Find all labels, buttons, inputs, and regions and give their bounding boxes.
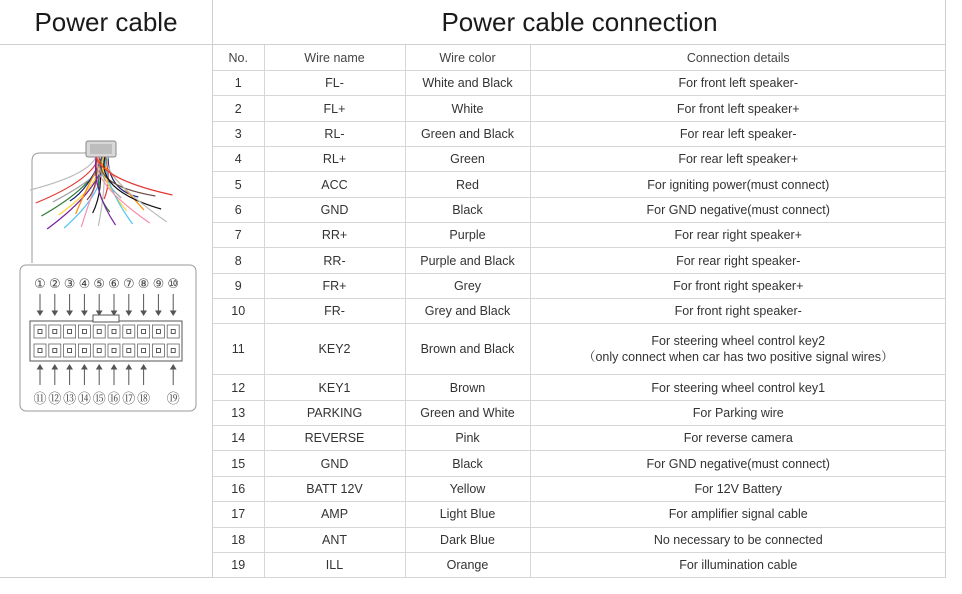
cell-wire-color: Black	[405, 197, 530, 222]
cell-wire-color: White	[405, 96, 530, 121]
cell-wire-name: ANT	[264, 527, 405, 552]
pin-number-bottom: ⑲	[166, 392, 180, 407]
cell-wire-color: Purple and Black	[405, 248, 530, 273]
cell-connection-details	[530, 324, 946, 375]
cell-wire-name: RR-	[264, 248, 405, 273]
pin-cavity	[108, 344, 120, 357]
cell-connection-details	[530, 197, 946, 222]
table-row	[213, 375, 946, 400]
pin-number-top: ⑤	[93, 277, 106, 292]
connector-key	[93, 315, 119, 322]
pin-cavity	[93, 325, 105, 338]
cell-no: 5	[213, 172, 264, 197]
pin-cavity	[108, 325, 120, 338]
cell-wire-name: GND	[264, 197, 405, 222]
table-row	[213, 121, 946, 146]
pin-cavity	[64, 344, 76, 357]
pin-cavity	[152, 344, 164, 357]
pin-number-bottom: ⑱	[137, 392, 151, 407]
table-row	[213, 527, 946, 552]
cell-no: 18	[213, 527, 264, 552]
pin-number-top: ④	[78, 277, 91, 292]
pin-number-bottom: ⑫	[48, 392, 62, 407]
cell-no: 1	[213, 71, 264, 96]
cell-wire-name: FL-	[264, 71, 405, 96]
cell-no: 9	[213, 273, 264, 298]
cell-wire-name: BATT 12V	[264, 476, 405, 501]
pin-cavity	[152, 325, 164, 338]
table-row	[213, 223, 946, 248]
cell-no: 12	[213, 375, 264, 400]
pin-cavity	[49, 344, 61, 357]
cell-wire-name: PARKING	[264, 400, 405, 425]
cell-no: 19	[213, 552, 264, 577]
table-row	[213, 426, 946, 451]
pin-cavity	[138, 325, 150, 338]
cell-wire-name: RR+	[264, 223, 405, 248]
cell-no: 14	[213, 426, 264, 451]
details-text: For Parking wire	[692, 405, 784, 420]
cell-wire-name: GND	[264, 451, 405, 476]
cell-no: 3	[213, 121, 264, 146]
cell-wire-name: KEY2	[264, 324, 405, 375]
cell-no: 7	[213, 223, 264, 248]
power-cable-title: Power cable	[34, 6, 178, 37]
cell-wire-color: Pink	[405, 426, 530, 451]
pin-cavity	[167, 325, 179, 338]
cell-wire-color: Brown and Black	[405, 324, 530, 375]
cell-wire-name: FR-	[264, 299, 405, 324]
pin-number-top: ③	[63, 277, 76, 292]
details-text: For steering wheel control key2	[651, 334, 826, 349]
cell-no: 15	[213, 451, 264, 476]
cell-connection-details	[530, 375, 946, 400]
cell-connection-details	[530, 223, 946, 248]
cell-no: 4	[213, 147, 264, 172]
table-row	[213, 71, 946, 96]
cell-no: 6	[213, 197, 264, 222]
table-row	[213, 248, 946, 273]
cell-wire-color: White and Black	[405, 71, 530, 96]
pin-cavity	[123, 344, 135, 357]
pin-cavity	[34, 344, 46, 357]
cell-wire-color: Orange	[405, 552, 530, 577]
cell-no: 16	[213, 476, 264, 501]
table-row	[213, 324, 946, 375]
cell-wire-color: Grey and Black	[405, 299, 530, 324]
cell-connection-details	[530, 476, 946, 501]
details-text: For steering wheel control key1	[651, 380, 826, 395]
cell-wire-color: Red	[405, 172, 530, 197]
pin-number-bottom: ⑪	[33, 392, 47, 407]
cell-no: 10	[213, 299, 264, 324]
header-wire-color: Wire color	[405, 45, 530, 71]
pin-cavity	[138, 344, 150, 357]
cell-wire-name: KEY1	[264, 375, 405, 400]
cell-wire-name: RL-	[264, 121, 405, 146]
cell-wire-name: FR+	[264, 273, 405, 298]
cell-connection-details	[530, 71, 946, 96]
table-header-row	[213, 45, 946, 71]
cell-wire-color: Green and White	[405, 400, 530, 425]
details-text: For rear right speaker-	[676, 253, 801, 268]
details-text: For front right speaker-	[674, 304, 802, 319]
wire-table	[213, 45, 946, 578]
cell-wire-name: AMP	[264, 502, 405, 527]
table-row	[213, 299, 946, 324]
table-row	[213, 552, 946, 577]
table-row	[213, 273, 946, 298]
table-row	[213, 96, 946, 121]
cell-no: 13	[213, 400, 264, 425]
cell-wire-name: ILL	[264, 552, 405, 577]
cell-connection-details	[530, 527, 946, 552]
cell-connection-details	[530, 147, 946, 172]
cell-wire-color: Purple	[405, 223, 530, 248]
cell-wire-color: Green and Black	[405, 121, 530, 146]
cell-connection-details	[530, 121, 946, 146]
cell-wire-color: Light Blue	[405, 502, 530, 527]
cell-no: 17	[213, 502, 264, 527]
cell-no: 2	[213, 96, 264, 121]
cell-wire-name: FL+	[264, 96, 405, 121]
details-text: For front left speaker-	[678, 76, 798, 91]
header-no: No.	[213, 45, 264, 71]
details-text: For illumination cable	[679, 558, 798, 573]
details-text: For rear left speaker+	[678, 152, 799, 167]
harness-illustration	[0, 45, 212, 577]
table-row	[213, 172, 946, 197]
cell-connection-details	[530, 502, 946, 527]
cell-connection-details	[530, 273, 946, 298]
cell-wire-name: ACC	[264, 172, 405, 197]
table-row	[213, 502, 946, 527]
cell-connection-details	[530, 426, 946, 451]
connector-diagram	[0, 45, 212, 577]
details-text: For 12V Battery	[694, 481, 783, 496]
pin-cavity	[167, 344, 179, 357]
cell-wire-color: Green	[405, 147, 530, 172]
details-text: For GND negative(must connect)	[646, 202, 830, 217]
cell-connection-details	[530, 451, 946, 476]
cell-wire-name: RL+	[264, 147, 405, 172]
pin-number-top: ②	[48, 277, 61, 292]
pin-cavity	[123, 325, 135, 338]
cell-wire-color: Black	[405, 451, 530, 476]
header-connection-details: Connection details	[530, 45, 946, 71]
pin-number-top: ①	[34, 277, 46, 292]
details-text: No necessary to be connected	[653, 532, 823, 547]
pin-cavity	[49, 325, 61, 338]
cell-connection-details	[530, 299, 946, 324]
header-wire-name: Wire name	[264, 45, 405, 71]
details-text: For reverse camera	[683, 431, 793, 446]
details-text: For igniting power(must connect)	[647, 177, 830, 192]
pin-cavity	[64, 325, 76, 338]
pin-number-bottom: ⑮	[92, 392, 106, 407]
cell-no: 11	[213, 324, 264, 375]
cell-connection-details	[530, 96, 946, 121]
table-row	[213, 476, 946, 501]
pin-cavity	[78, 325, 90, 338]
details-text: For front left speaker+	[676, 101, 800, 116]
details-text: For front right speaker+	[673, 278, 804, 293]
cell-wire-color: Brown	[405, 375, 530, 400]
table-row	[213, 451, 946, 476]
pin-cavity	[78, 344, 90, 357]
cell-wire-name: REVERSE	[264, 426, 405, 451]
details-note: （only connect when car has two positive signal wires）	[582, 350, 894, 365]
cell-connection-details	[530, 552, 946, 577]
pin-cavity	[34, 325, 46, 338]
pin-cavity	[93, 344, 105, 357]
cell-connection-details	[530, 248, 946, 273]
pin-number-bottom: ⑰	[122, 392, 136, 407]
pin-number-top: ⑥	[108, 277, 120, 292]
details-text: For rear left speaker-	[679, 126, 797, 141]
pin-number-top: ⑨	[152, 277, 165, 292]
table-row	[213, 400, 946, 425]
power-cable-connection-title: Power cable connection	[441, 6, 718, 37]
details-text: For amplifier signal cable	[668, 507, 808, 522]
cell-no: 8	[213, 248, 264, 273]
wire-bundle-icon	[30, 157, 173, 229]
pin-number-bottom: ⑬	[63, 392, 77, 407]
cell-wire-color: Yellow	[405, 476, 530, 501]
details-text: For rear right speaker+	[674, 228, 802, 243]
table-row	[213, 197, 946, 222]
pin-number-bottom: ⑭	[77, 392, 91, 407]
pin-number-top: ⑦	[122, 277, 135, 292]
pin-number-bottom: ⑯	[107, 392, 121, 407]
cell-connection-details	[530, 172, 946, 197]
table-row	[213, 147, 946, 172]
cell-wire-color: Grey	[405, 273, 530, 298]
details-text: For GND negative(must connect)	[646, 456, 830, 471]
pin-number-top: ⑩	[167, 277, 180, 292]
cell-wire-color: Dark Blue	[405, 527, 530, 552]
pin-number-top: ⑧	[137, 277, 150, 292]
cell-connection-details	[530, 400, 946, 425]
